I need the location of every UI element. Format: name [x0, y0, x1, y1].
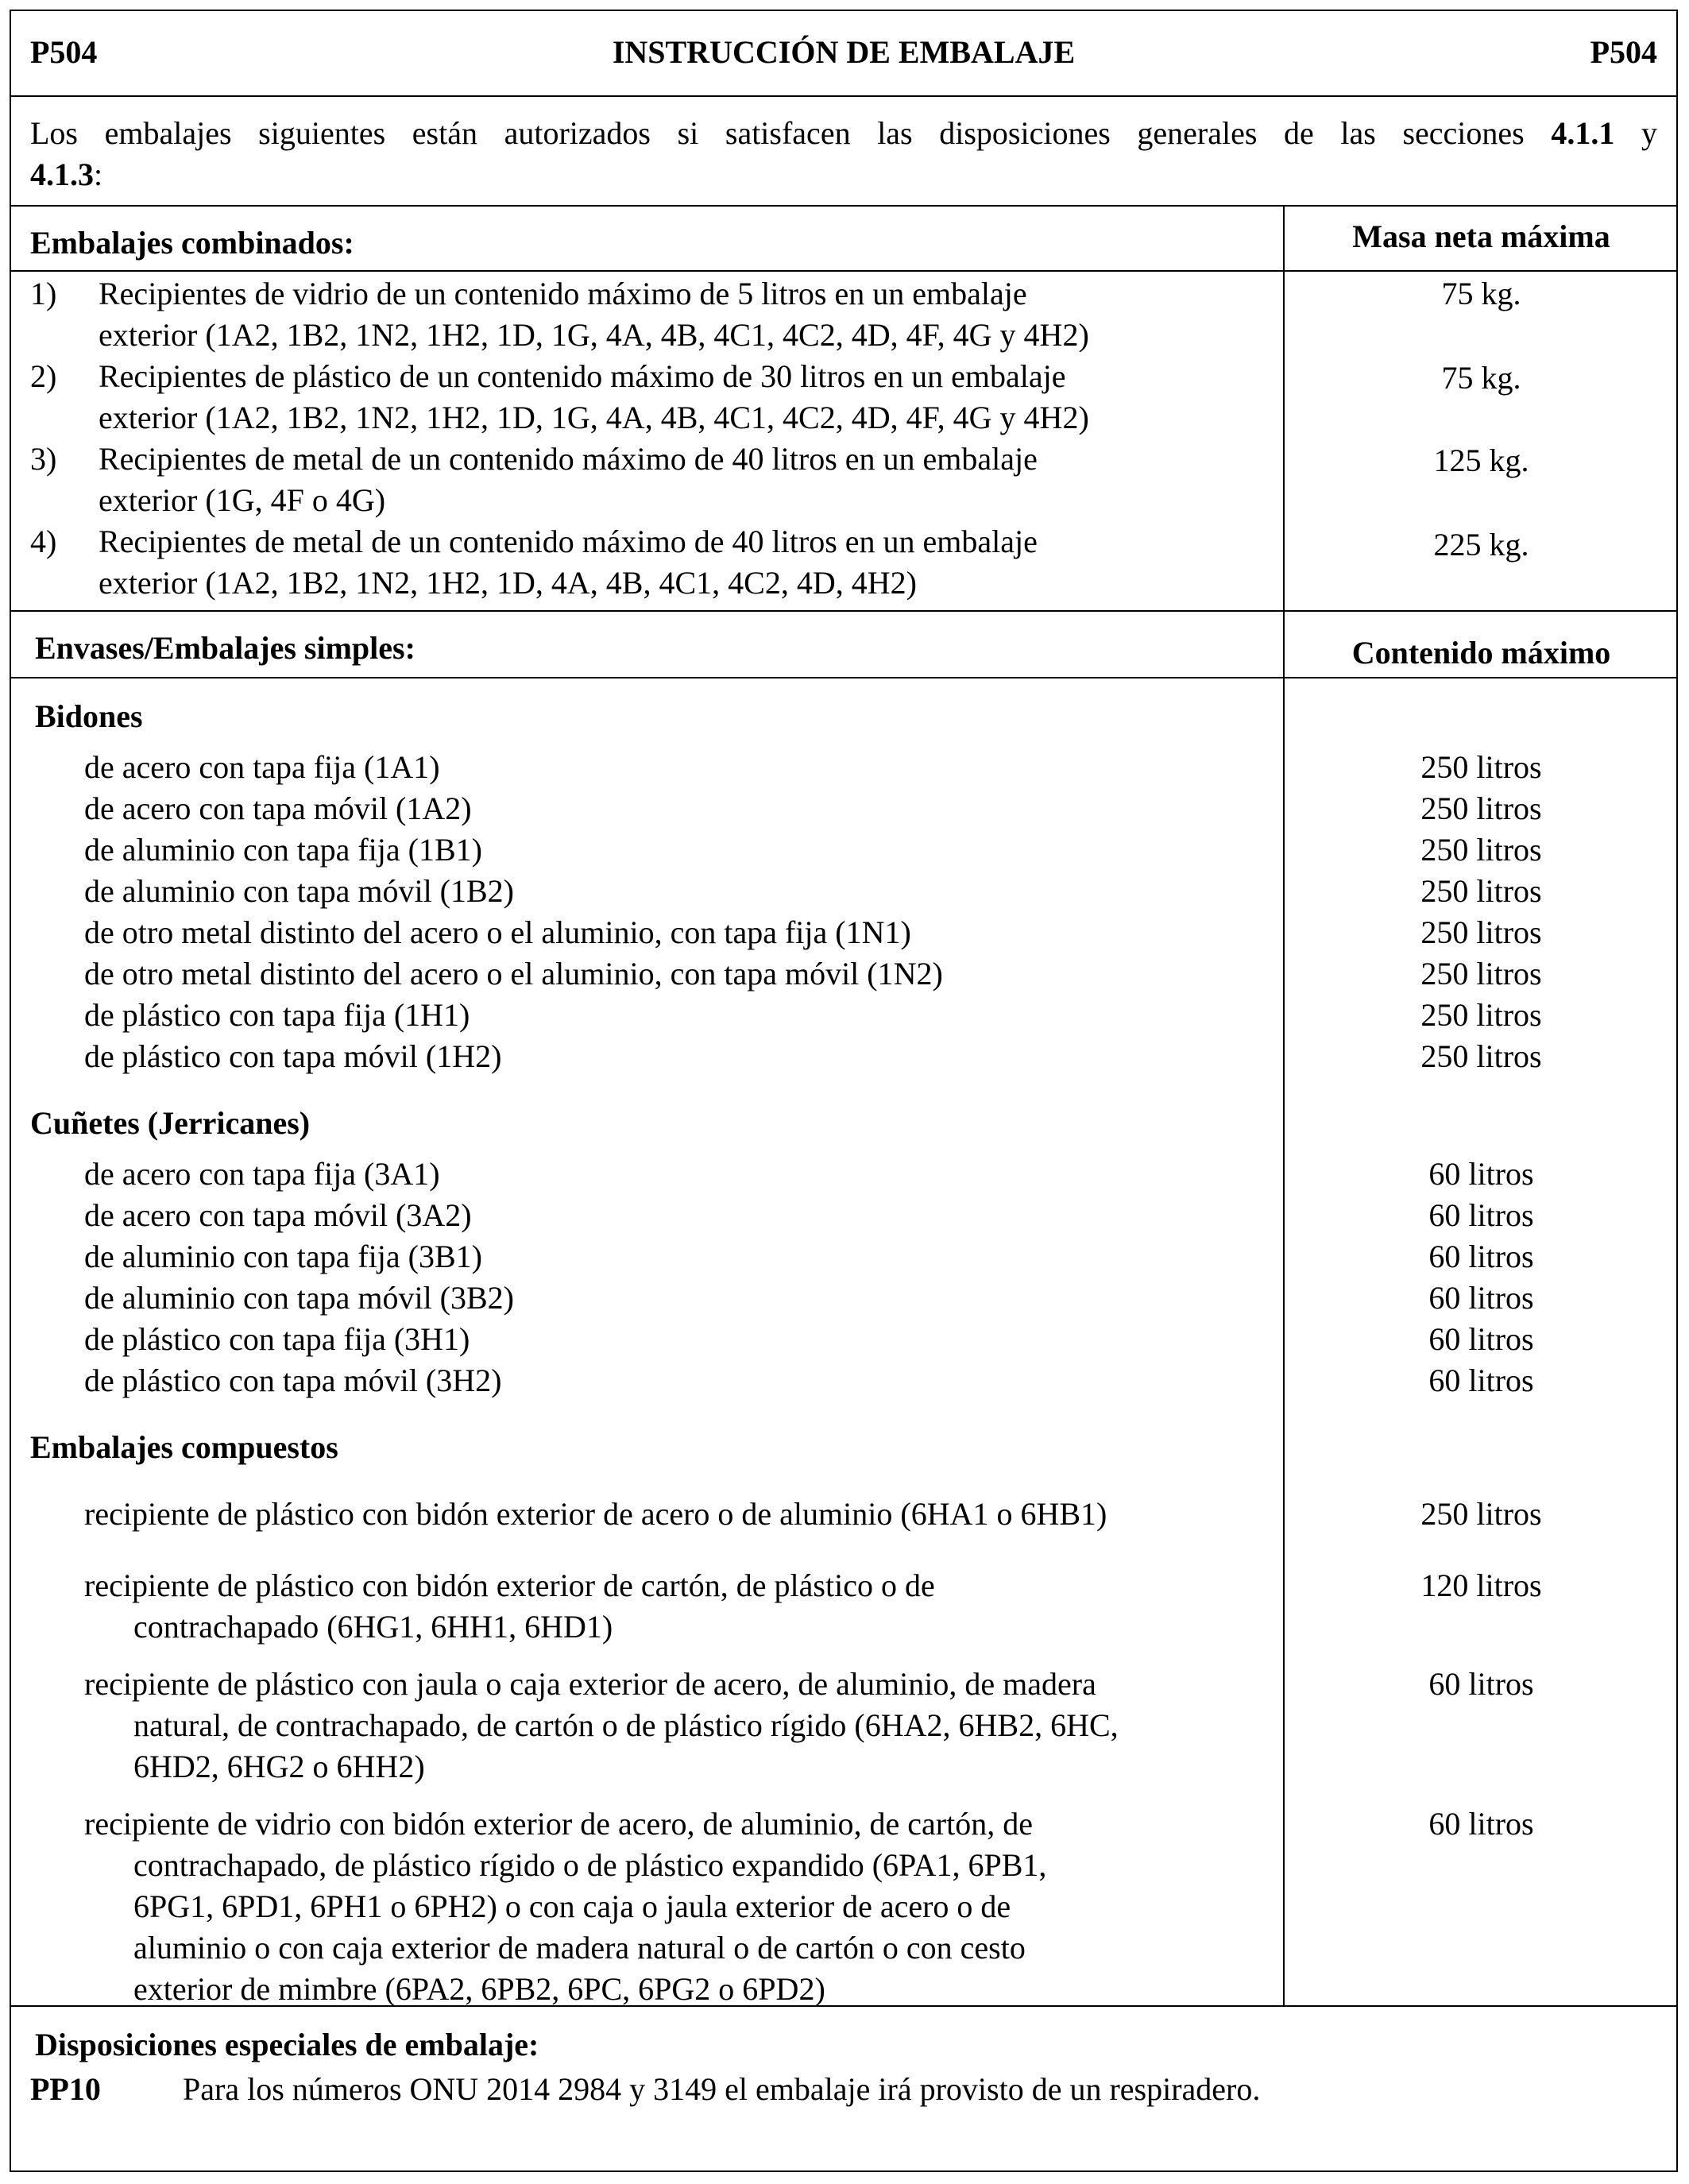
combined-item-3-line-2: exterior (1G, 4F o 4G) — [99, 482, 386, 518]
compuestos-item-4-line-5: exterior de mimbre (6PA2, 6PB2, 6PC, 6PG2 o 6PD2) — [133, 1971, 825, 2007]
rule-intro — [11, 205, 1676, 207]
compuestos-item-3-value: 60 litros — [1428, 1666, 1534, 1702]
compuestos-item-3-line-3: 6HD2, 6HG2 o 6HH2) — [133, 1749, 425, 1784]
packing-instruction-table — [10, 10, 1678, 2172]
cunetes-item: de acero con tapa móvil (3A2) — [84, 1197, 472, 1233]
compuestos-item-1-value: 250 litros — [1420, 1496, 1542, 1532]
page-title: INSTRUCCIÓN DE EMBALAJE — [612, 34, 1076, 70]
combined-item-1-line-2: exterior (1A2, 1B2, 1N2, 1H2, 1D, 1G, 4A, 4B, 4C1, 4C2, 4D, 4F, 4G y 4H2) — [99, 317, 1089, 353]
combined-heading: Embalajes combinados: — [30, 225, 354, 261]
cunetes-value: 60 litros — [1428, 1321, 1534, 1357]
cunetes-item: de plástico con tapa fija (3H1) — [84, 1321, 470, 1357]
cunetes-value: 60 litros — [1428, 1280, 1534, 1316]
combined-item-2-line-1: Recipientes de plástico de un contenido máximo de 30 litros en un embalaje — [99, 358, 1066, 394]
rule-simple-head — [11, 677, 1676, 678]
rule-combined-body — [11, 610, 1676, 612]
compuestos-item-4-line-2: contrachapado, de plástico rígido o de plástico expandido (6PA1, 6PB1, — [133, 1847, 1047, 1883]
special-text: Para los números ONU 2014 2984 y 3149 el embalaje irá provisto de un respiradero. — [183, 2071, 1261, 2107]
cunetes-heading: Cuñetes (Jerricanes) — [30, 1105, 311, 1141]
intro-line-1 — [30, 115, 1657, 151]
bidones-value: 250 litros — [1420, 997, 1542, 1033]
combined-item-1-value: 75 kg. — [1441, 276, 1521, 311]
intro-line-2 — [30, 159, 102, 191]
bidones-item: de aluminio con tapa fija (1B1) — [84, 832, 482, 868]
code-right: P504 — [1590, 34, 1657, 70]
compuestos-item-2-line-1: recipiente de plástico con bidón exterior de cartón, de plástico o de — [84, 1567, 935, 1603]
code-left: P504 — [30, 34, 98, 70]
bidones-value: 250 litros — [1420, 749, 1542, 785]
bidones-value: 250 litros — [1420, 790, 1542, 826]
bidones-value: 250 litros — [1420, 914, 1542, 950]
bidones-value: 250 litros — [1420, 873, 1542, 909]
section-ref-2: 4.1.3 — [30, 157, 94, 192]
bidones-item: de acero con tapa fija (1A1) — [84, 749, 440, 785]
cunetes-value: 60 litros — [1428, 1363, 1534, 1398]
compuestos-item-4-line-1: recipiente de vidrio con bidón exterior de acero, de aluminio, de cartón, de — [84, 1806, 1033, 1842]
cunetes-item: de plástico con tapa móvil (3H2) — [84, 1363, 502, 1398]
combined-item-1-line-1: Recipientes de vidrio de un contenido máximo de 5 litros en un embalaje — [99, 276, 1027, 311]
simple-column-heading: Contenido máximo — [1351, 635, 1611, 671]
bidones-item: de acero con tapa móvil (1A2) — [84, 790, 472, 826]
combined-item-4-line-2: exterior (1A2, 1B2, 1N2, 1H2, 1D, 4A, 4B, 4C1, 4C2, 4D, 4H2) — [99, 565, 917, 601]
combined-item-4-line-1: Recipientes de metal de un contenido máximo de 40 litros en un embalaje — [99, 524, 1038, 559]
compuestos-item-2-value: 120 litros — [1420, 1567, 1542, 1603]
compuestos-item-4-line-3: 6PG1, 6PD1, 6PH1 o 6PH2) o con caja o jaula exterior de acero o de — [133, 1888, 1011, 1924]
compuestos-item-4-value: 60 litros — [1428, 1806, 1534, 1842]
cunetes-item: de aluminio con tapa móvil (3B2) — [84, 1280, 514, 1316]
compuestos-item-3-line-2: natural, de contrachapado, de cartón o de plástico rígido (6HA2, 6HB2, 6HC, — [133, 1707, 1119, 1743]
combined-item-2-num: 2) — [30, 358, 57, 394]
combined-item-1-num: 1) — [30, 276, 57, 311]
combined-item-3-value: 125 kg. — [1433, 443, 1529, 478]
cunetes-value: 60 litros — [1428, 1197, 1534, 1233]
combined-item-2-line-2: exterior (1A2, 1B2, 1N2, 1H2, 1D, 1G, 4A, 4B, 4C1, 4C2, 4D, 4F, 4G y 4H2) — [99, 400, 1089, 435]
intro-tail: y — [1614, 115, 1657, 151]
combined-item-4-num: 4) — [30, 524, 57, 559]
combined-item-2-value: 75 kg. — [1441, 360, 1521, 396]
compuestos-item-3-line-1: recipiente de plástico con jaula o caja exterior de acero, de aluminio, de madera — [84, 1666, 1096, 1702]
special-code: PP10 — [30, 2071, 101, 2107]
bidones-heading: Bidones — [35, 698, 143, 734]
compuestos-heading: Embalajes compuestos — [30, 1429, 338, 1465]
compuestos-item-4-line-4: aluminio o con caja exterior de madera natural o de cartón o con cesto — [133, 1930, 1026, 1966]
cunetes-item: de acero con tapa fija (3A1) — [84, 1156, 440, 1192]
combined-item-3-num: 3) — [30, 441, 57, 477]
section-ref-1: 4.1.1 — [1551, 115, 1615, 151]
rule-combined-head — [11, 270, 1676, 272]
bidones-value: 250 litros — [1420, 832, 1542, 868]
combined-column-heading: Masa neta máxima — [1352, 218, 1610, 254]
bidones-item: de aluminio con tapa móvil (1B2) — [84, 873, 514, 909]
cunetes-item: de aluminio con tapa fija (3B1) — [84, 1239, 482, 1274]
bidones-value: 250 litros — [1420, 956, 1542, 991]
bidones-item: de otro metal distinto del acero o el aluminio, con tapa móvil (1N2) — [84, 956, 943, 991]
compuestos-item-1-line-1: recipiente de plástico con bidón exterior de acero o de aluminio (6HA1 o 6HB1) — [84, 1496, 1107, 1532]
intro-tail-2: : — [94, 157, 103, 192]
combined-item-3-line-1: Recipientes de metal de un contenido máximo de 40 litros en un embalaje — [99, 441, 1038, 477]
compuestos-item-2-line-2: contrachapado (6HG1, 6HH1, 6HD1) — [133, 1609, 613, 1645]
rule-header — [11, 95, 1676, 97]
bidones-item: de plástico con tapa móvil (1H2) — [84, 1038, 502, 1074]
bidones-item: de otro metal distinto del acero o el aluminio, con tapa fija (1N1) — [84, 914, 911, 950]
intro-text: Los embalajes siguientes están autorizados si satisfacen las disposiciones generales de las secciones — [30, 115, 1552, 151]
bidones-value: 250 litros — [1420, 1038, 1542, 1074]
simple-heading: Envases/Embalajes simples: — [35, 630, 415, 666]
bidones-item: de plástico con tapa fija (1H1) — [84, 997, 470, 1033]
cunetes-value: 60 litros — [1428, 1239, 1534, 1274]
cunetes-value: 60 litros — [1428, 1156, 1534, 1192]
special-heading: Disposiciones especiales de embalaje: — [35, 2027, 539, 2062]
combined-item-4-value: 225 kg. — [1433, 527, 1529, 562]
